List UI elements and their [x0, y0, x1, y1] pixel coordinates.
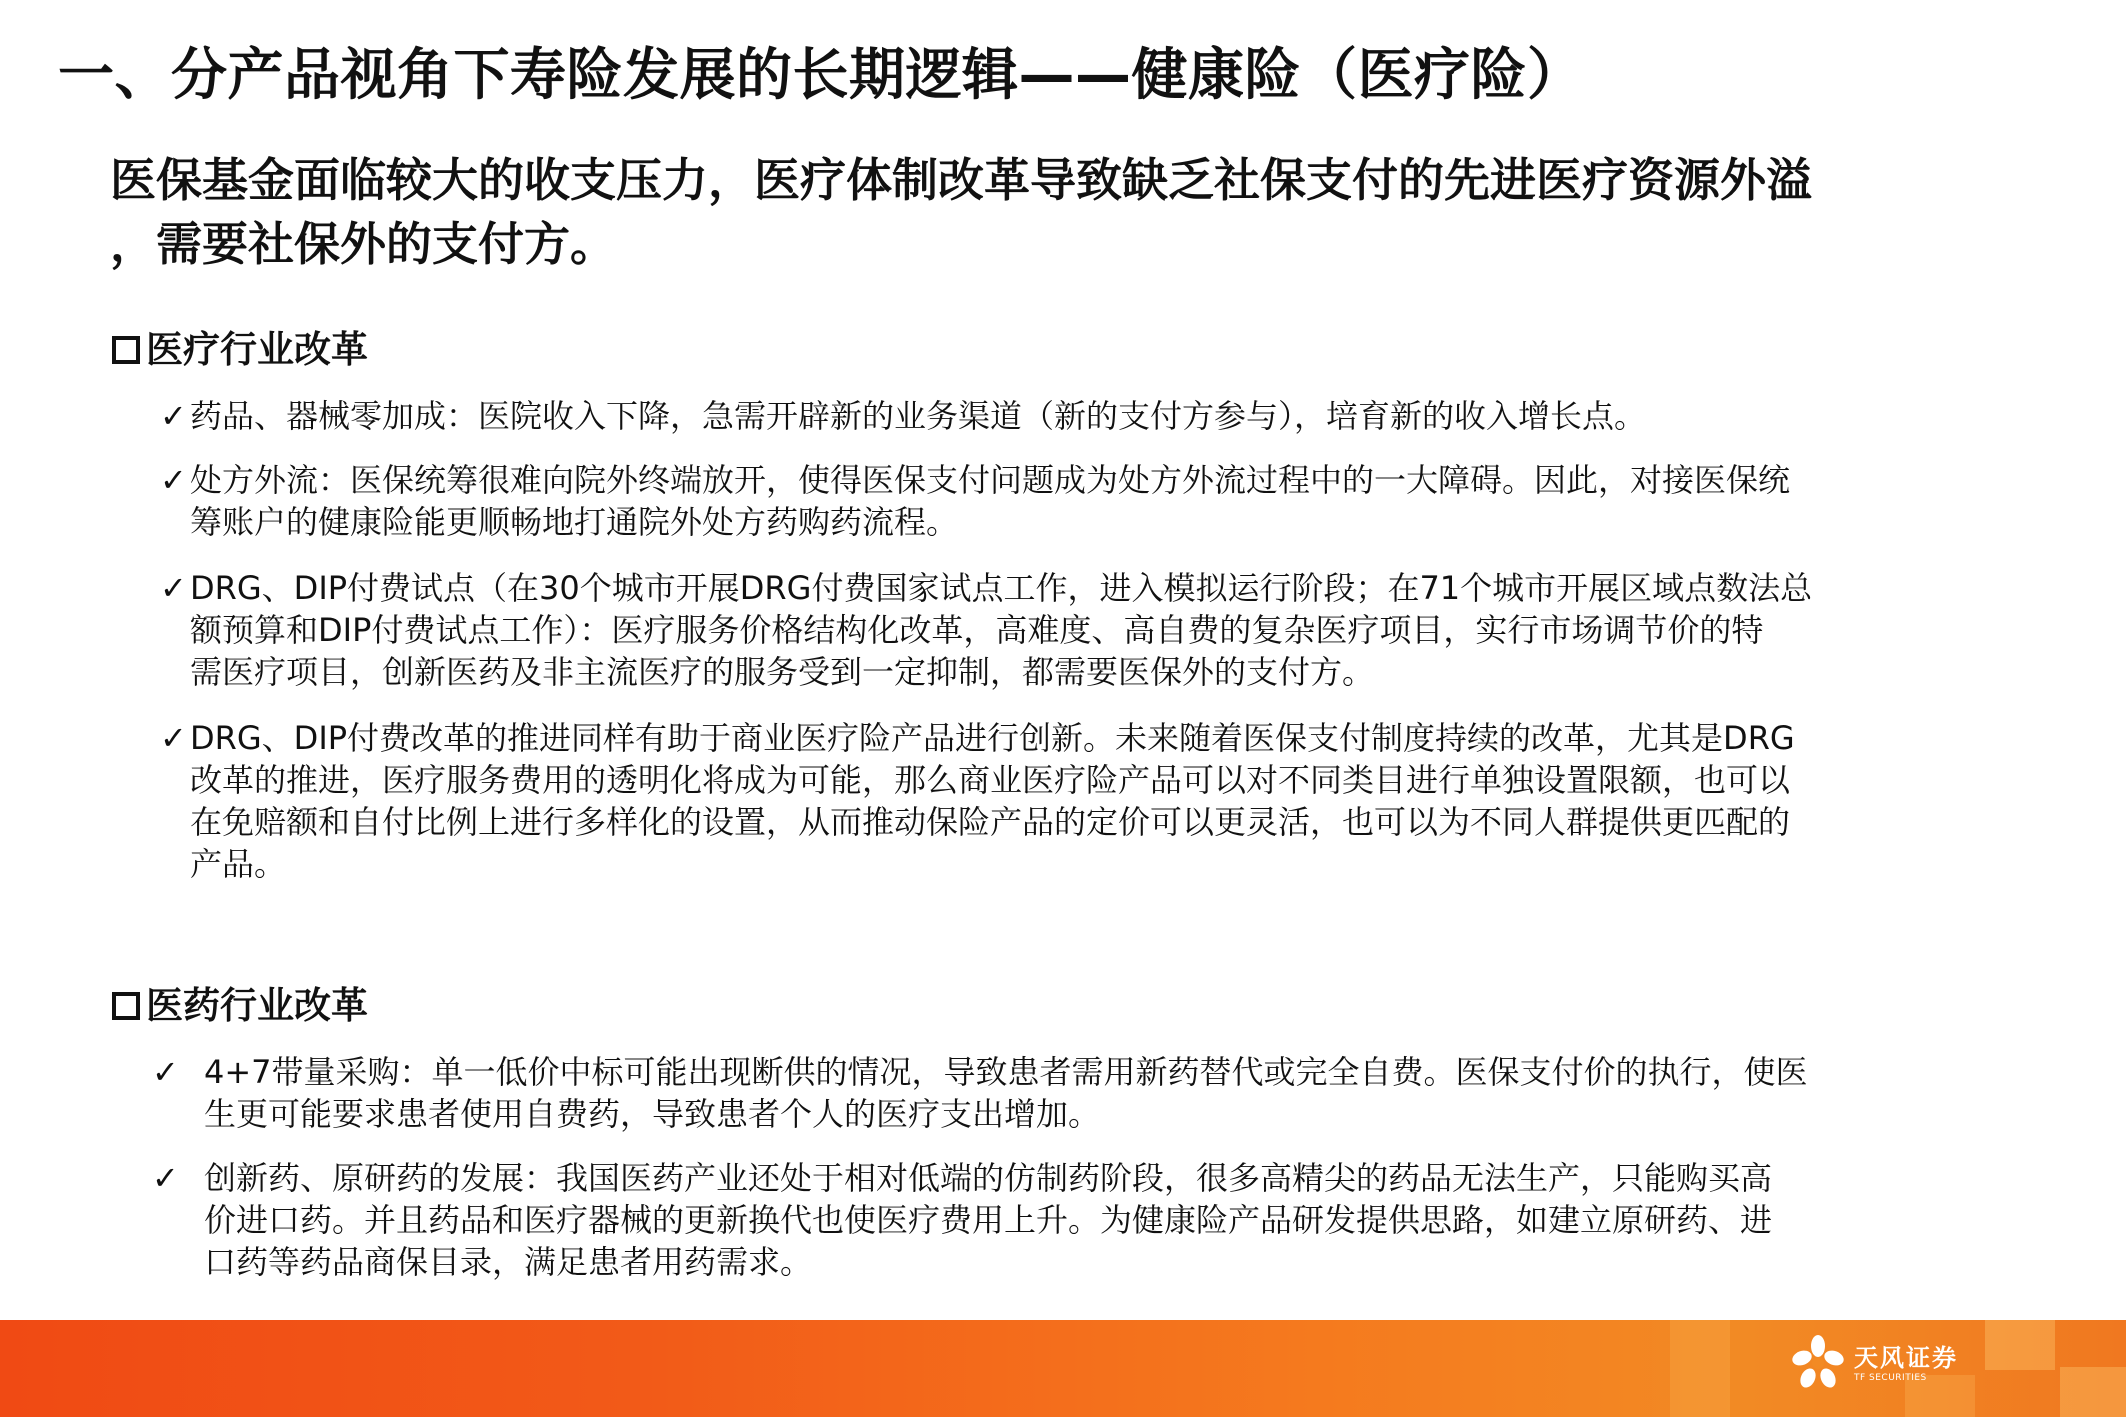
list-item [112, 459, 2012, 543]
check-icon: ✓ [152, 1053, 179, 1091]
list-item [112, 717, 2012, 885]
section-pharma-industry-reform [112, 983, 2012, 1283]
bullet-line: 额预算和DIP付费试点工作）：医疗服务价格结构化改革，高难度、高自费的复杂医疗项目，实行市场调节价的特 [190, 611, 1764, 649]
section-medical-industry-reform [112, 327, 2012, 885]
bullet-line: 口药等药品商保目录，满足患者用药需求。 [204, 1243, 813, 1281]
check-icon: ✓ [160, 719, 187, 757]
logo-name-en: TF SECURITIES [1854, 1373, 1927, 1383]
company-logo [1790, 1334, 1958, 1394]
bullet-line: 4+7带量采购：单一低价中标可能出现断供的情况，导致患者需用新药替代或完全自费。医保支付价的执行，使医 [204, 1053, 1808, 1091]
bullet-list [112, 395, 2012, 885]
flower-logo-icon [1790, 1334, 1846, 1394]
bullet-line: 在免赔额和自付比例上进行多样化的设置，从而推动保险产品的定价可以更灵活，也可以为不同人群提供更匹配的 [190, 803, 1791, 841]
bullet-line: 生更可能要求患者使用自费药，导致患者个人的医疗支出增加。 [204, 1095, 1101, 1133]
section-heading-text: 医疗行业改革 [146, 328, 368, 371]
footer-band [0, 1320, 2126, 1417]
bullet-line: 处方外流：医保统筹很难向院外终端放开，使得医保支付问题成为处方外流过程中的一大障碍。因此，对接医保统 [190, 461, 1791, 499]
bullet-line: DRG、DIP付费改革的推进同样有助于商业医疗险产品进行创新。未来随着医保支付制度持续的改革，尤其是DRG [190, 719, 1795, 757]
square-bullet-icon [112, 336, 140, 364]
bullet-line: 需医疗项目，创新医药及非主流医疗的服务受到一定抑制，都需要医保外的支付方。 [190, 653, 1375, 691]
section-heading [112, 983, 2012, 1029]
check-icon: ✓ [160, 397, 187, 435]
list-item [112, 1157, 2012, 1283]
section-heading [112, 327, 2012, 373]
bullet-line: 创新药、原研药的发展：我国医药产业还处于相对低端的仿制药阶段，很多高精尖的药品无法生产，只能购买高 [204, 1159, 1773, 1197]
bullet-line: 改革的推进，医疗服务费用的透明化将成为可能，那么商业医疗险产品可以对不同类目进行单独设置限额，也可以 [190, 761, 1791, 799]
list-item [112, 567, 2012, 693]
slide-title: 一、分产品视角下寿险发展的长期逻辑——健康险（医疗险） [58, 43, 1584, 108]
subtitle-line: ，需要社保外的支付方。 [110, 217, 616, 271]
check-icon: ✓ [160, 461, 187, 499]
list-item [112, 395, 2012, 437]
square-bullet-icon [112, 992, 140, 1020]
bullet-list [112, 1051, 2012, 1283]
check-icon: ✓ [152, 1159, 179, 1197]
slide-subtitle [110, 148, 2010, 276]
bullet-line: 筹账户的健康险能更顺畅地打通院外处方药购药流程。 [190, 503, 959, 541]
subtitle-line: 医保基金面临较大的收支压力，医疗体制改革导致缺乏社保支付的先进医疗资源外溢 [110, 153, 1812, 207]
check-icon: ✓ [160, 569, 187, 607]
section-heading-text: 医药行业改革 [146, 984, 368, 1027]
bullet-line: DRG、DIP付费试点（在30个城市开展DRG付费国家试点工作，进入模拟运行阶段；在71个城市开展区域点数法总 [190, 569, 1813, 607]
footer-decor-block [1985, 1320, 2055, 1370]
list-item [112, 1051, 2012, 1135]
bullet-line: 产品。 [190, 845, 287, 883]
logo-name-cn: 天风证券 [1854, 1344, 1958, 1372]
bullet-line: 价进口药。并且药品和医疗器械的更新换代也使医疗费用上升。为健康险产品研发提供思路，如建立原研药、进 [204, 1201, 1773, 1239]
bullet-line: 药品、器械零加成：医院收入下降，急需开辟新的业务渠道（新的支付方参与），培育新的收入增长点。 [190, 397, 1647, 435]
footer-decor-block [2060, 1367, 2126, 1417]
footer-decor-block [1670, 1320, 1730, 1417]
